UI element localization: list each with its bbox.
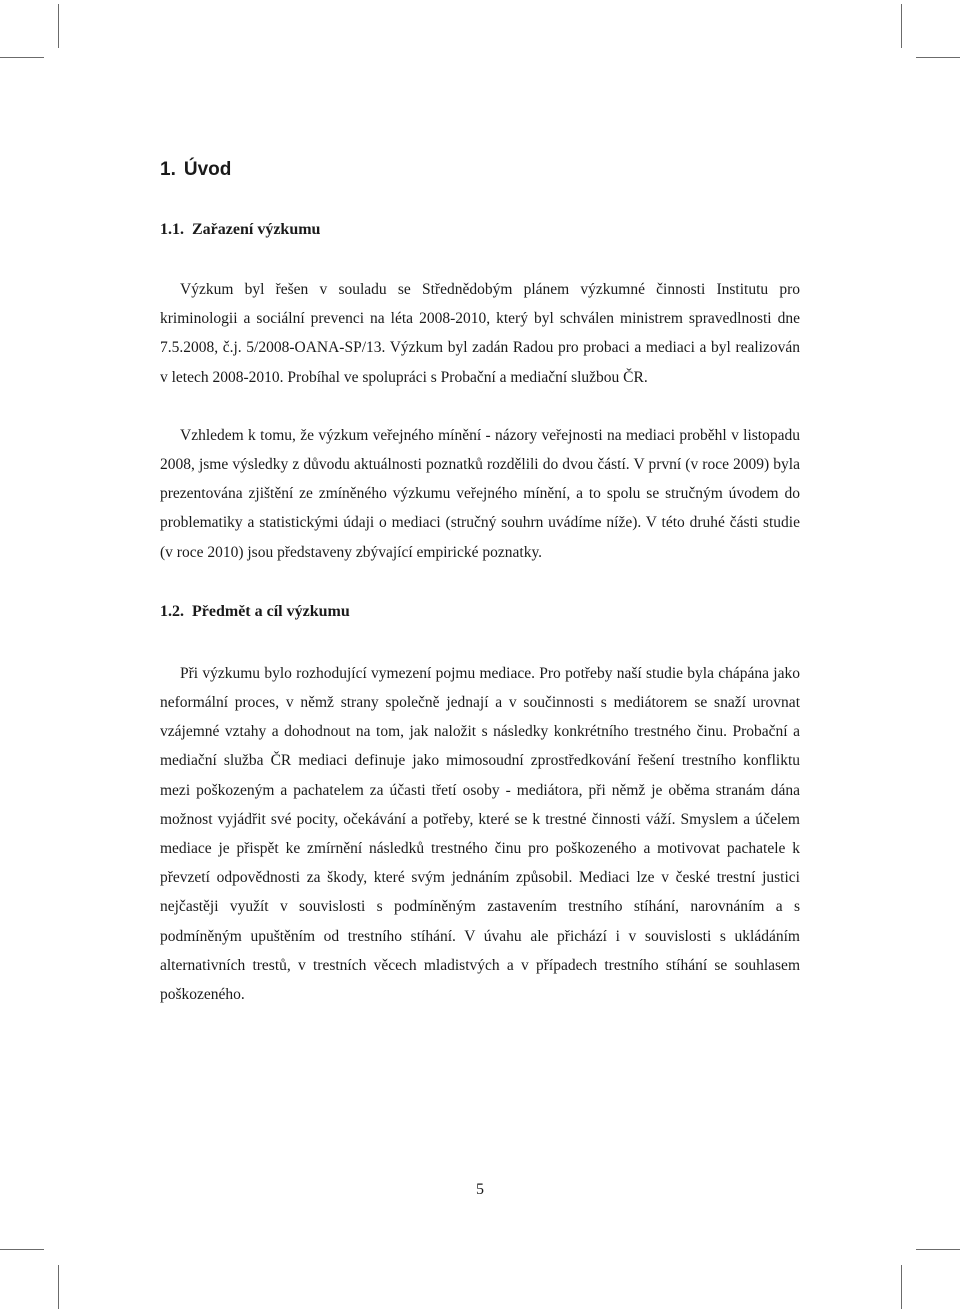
crop-mark-top-right bbox=[901, 4, 902, 48]
paragraph: Vzhledem k tomu, že výzkum veřejného mínění - názory veřejnosti na mediaci proběhl v listopadu 2008, jsme výsledky z důvodu aktuálnosti poznatků rozdělili do dvou částí. V první (v roce 2009) byla prezentována zjištění ze zmíněného výzkumu veřejného mínění, a to spolu se stručným úvodem do problematiky a statistickými údaji o mediaci (stručný souhrn uvádíme níže). V této druhé části studie (v roce 2010) jsou představeny zbývající empirické poznatky. bbox=[160, 426, 800, 561]
crop-mark-top-left-h bbox=[0, 57, 44, 58]
chapter-number: 1. bbox=[160, 159, 176, 180]
section-heading-1-2 bbox=[160, 597, 800, 627]
crop-mark-bottom-right-h bbox=[916, 1249, 960, 1250]
page-content bbox=[160, 152, 800, 1009]
section-title: Zařazení výzkumu bbox=[192, 221, 321, 238]
crop-mark-top-left bbox=[58, 4, 59, 48]
chapter-heading bbox=[160, 152, 800, 188]
section-number: 1.1. bbox=[160, 221, 184, 238]
crop-mark-bottom-right bbox=[901, 1265, 902, 1309]
section-title: Předmět a cíl výzkumu bbox=[192, 602, 350, 620]
page-number: 5 bbox=[476, 1181, 484, 1198]
paragraph: Výzkum byl řešen v souladu se Střednědobým plánem výzkumné činnosti Institutu pro kriminologii a sociální prevenci na léta 2008-2010, který byl schválen ministrem spravedlnosti dne 7.5.2008, č.j. 5/2008-OANA-SP/13. Výzkum byl zadán Radou pro probaci a mediaci a byl realizován v letech 2008-2010. Probíhal ve spolupráci s Probační a mediační službou ČR. bbox=[160, 281, 800, 386]
paragraph: Při výzkumu bylo rozhodující vymezení pojmu mediace. Pro potřeby naší studie byla chápána jako neformální proces, v němž strany společně jednají a v součinnosti s mediátorem se snaží urovnat vzájemné vztahy a dohodnout na tom, jak naložit s následky konkrétního trestného činu. Probační a mediační služba ČR mediaci definuje jako mimosoudní zprostředkování řešení trestního konfliktu mezi poškozeným a pachatelem za účasti třetí osoby - mediátora, při němž je oběma stranám dána možnost vyjádřit své pocity, očekávání a potřeby, které se k trestné činnosti váží. Smyslem a účelem mediace je přispět ke zmírnění následků trestného činu pro poškozeného a motivovat pachatele k převzetí odpovědnosti za škody, které svým jednáním způsobil. Mediaci lze v české trestní justici nejčastěji využít v souvislosti s podmíněným zastavením trestního stíhání, narovnáním a s podmíněným upuštěním od trestního stíhání. V úvahu ale přichází i v souvislosti s ukládáním alternativních trestů, v trestních věcech mladistvých a v případech trestního stíhání se souhlasem poškozeného. bbox=[160, 664, 800, 1004]
crop-mark-bottom-left-h bbox=[0, 1249, 44, 1250]
crop-mark-top-right-h bbox=[916, 57, 960, 58]
chapter-title: Úvod bbox=[183, 159, 232, 180]
crop-mark-bottom-left bbox=[58, 1265, 59, 1309]
section-heading-1-1 bbox=[160, 215, 800, 245]
section-number: 1.2. bbox=[160, 602, 184, 620]
